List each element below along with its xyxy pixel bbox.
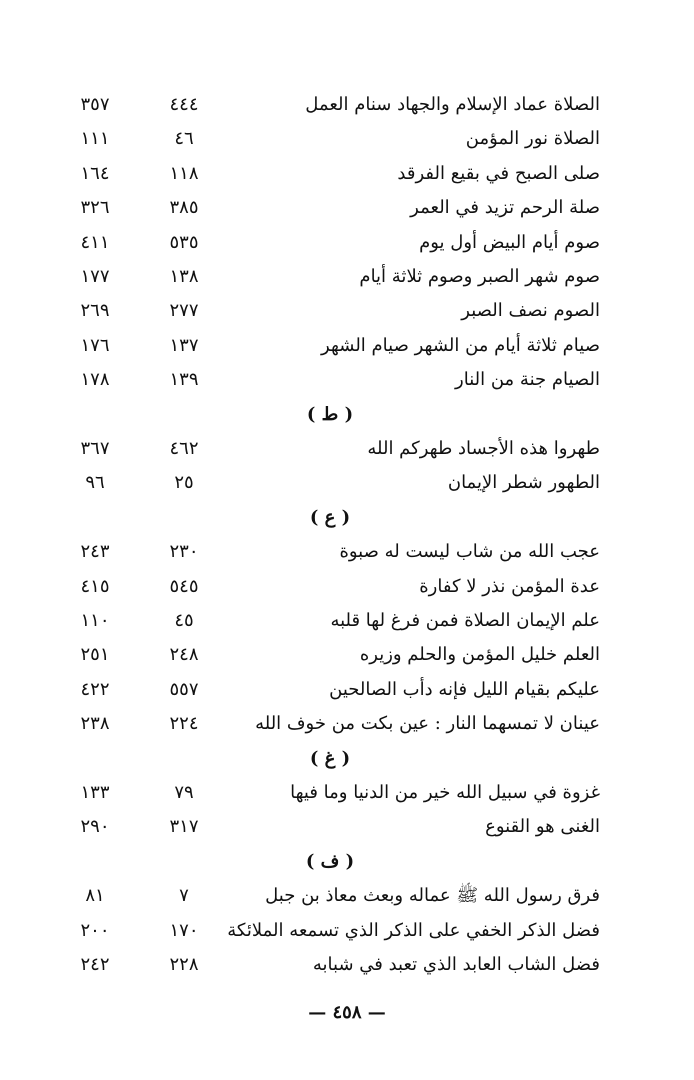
- entry-number: ٣٨٥: [169, 197, 199, 218]
- entry-text: الصلاة نور المؤمن: [465, 128, 600, 149]
- entry-text: صيام ثلاثة أيام من الشهر صيام الشهر: [321, 335, 600, 356]
- entry-text: فرق رسول الله ﷺ عماله وبعث معاذ بن جبل: [265, 885, 600, 906]
- index-entry: [60, 914, 600, 948]
- entry-text: علم الإيمان الصلاة فمن فرغ لها قلبه: [330, 610, 600, 631]
- entry-number: ٤٥: [174, 610, 194, 631]
- index-entry: [60, 260, 600, 294]
- entry-page-number: ٢٥١: [80, 644, 110, 665]
- entry-text: عدة المؤمن نذر لا كفارة: [419, 576, 600, 597]
- entry-text: الصيام جنة من النار: [455, 369, 600, 390]
- index-entry: [60, 707, 600, 741]
- entry-text: فضل الذكر الخفي على الذكر الذي تسمعه الملائكة: [227, 920, 600, 941]
- index-entry: [60, 535, 600, 569]
- entry-number: ٧٩: [174, 782, 194, 803]
- entry-page-number: ١٦٤: [80, 163, 110, 184]
- index-entry: [60, 948, 600, 982]
- index-entry: [60, 191, 600, 225]
- entry-page-number: ٤١١: [80, 232, 110, 253]
- entry-number: ٧: [179, 885, 189, 906]
- entry-text: صوم شهر الصبر وصوم ثلاثة أيام: [359, 266, 600, 287]
- index-entry: [60, 157, 600, 191]
- index-entry: [60, 638, 600, 672]
- entry-text: غزوة في سبيل الله خير من الدنيا وما فيها: [290, 782, 600, 803]
- entry-page-number: ٨١: [85, 885, 105, 906]
- entry-text: صلة الرحم تزيد في العمر: [410, 197, 600, 218]
- index-entry: [60, 466, 600, 500]
- entry-text: صوم أيام البيض أول يوم: [419, 232, 600, 253]
- entry-page-number: ٣٥٧: [80, 94, 110, 115]
- entry-page-number: ١٧٨: [80, 369, 110, 390]
- entry-page-number: ٢٤٢: [80, 954, 110, 975]
- page-number: — ٤٥٨ —: [308, 1002, 386, 1023]
- index-entry: [60, 432, 600, 466]
- index-entry: [60, 570, 600, 604]
- entry-page-number: ٢٣٨: [80, 713, 110, 734]
- entry-text: عليكم بقيام الليل فإنه دأب الصالحين: [329, 679, 600, 700]
- section-letter-heading: ( ط ): [306, 404, 354, 425]
- entry-number: ٥٣٥: [169, 232, 199, 253]
- entry-number: ١٣٩: [169, 369, 199, 390]
- index-entry: [60, 122, 600, 156]
- index-entry: [60, 604, 600, 638]
- entry-number: ٢٧٧: [169, 300, 199, 321]
- index-entry: [60, 294, 600, 328]
- index-entry: [60, 226, 600, 260]
- entry-number: ٣١٧: [169, 816, 199, 837]
- entry-text: الصلاة عماد الإسلام والجهاد سنام العمل: [305, 94, 600, 115]
- entry-page-number: ٤٢٢: [80, 679, 110, 700]
- entry-page-number: ٣٢٦: [80, 197, 110, 218]
- entry-page-number: ٢٤٣: [80, 541, 110, 562]
- entry-text: العلم خليل المؤمن والحلم وزيره: [359, 644, 600, 665]
- entry-text: طهروا هذه الأجساد طهركم الله: [367, 438, 600, 459]
- entry-number: ٤٤٤: [169, 94, 199, 115]
- entry-text: عينان لا تمسهما النار : عين بكت من خوف الله: [255, 713, 600, 734]
- index-entry: [60, 673, 600, 707]
- index-entry: [60, 88, 600, 122]
- entry-text: الصوم نصف الصبر: [461, 300, 600, 321]
- entry-page-number: ١٣٣: [80, 782, 110, 803]
- entry-number: ٥٤٥: [169, 576, 199, 597]
- entry-number: ١٣٨: [169, 266, 199, 287]
- entry-text: صلى الصبح في بقيع الفرقد: [397, 163, 600, 184]
- entry-number: ٢٢٨: [169, 954, 199, 975]
- section-letter-heading: ( ع ): [309, 507, 351, 528]
- entry-page-number: ٣٦٧: [80, 438, 110, 459]
- entry-page-number: ٢٠٠: [80, 920, 110, 941]
- index-entry: [60, 363, 600, 397]
- entry-number: ١١٨: [169, 163, 199, 184]
- section-letter-heading: ( ف ): [305, 851, 355, 872]
- entry-page-number: ٤١٥: [80, 576, 110, 597]
- entry-number: ١٧٠: [169, 920, 199, 941]
- entry-number: ٢٥: [174, 472, 194, 493]
- entry-page-number: ٢٦٩: [80, 300, 110, 321]
- entry-number: ٢٤٨: [169, 644, 199, 665]
- entry-number: ٥٥٧: [169, 679, 199, 700]
- entry-text: الغنى هو القنوع: [485, 816, 600, 837]
- entry-page-number: ٢٩٠: [80, 816, 110, 837]
- section-letter-heading: ( غ ): [309, 748, 351, 769]
- entry-text: الطهور شطر الإيمان: [447, 472, 600, 493]
- entry-text: فضل الشاب العابد الذي تعبد في شبابه: [312, 954, 600, 975]
- index-entry: [60, 879, 600, 913]
- entry-page-number: ١١١: [80, 128, 110, 149]
- index-entry: [60, 810, 600, 844]
- entry-number: ٤٦: [174, 128, 194, 149]
- entry-page-number: ١٧٦: [80, 335, 110, 356]
- entry-page-number: ١١٠: [80, 610, 110, 631]
- entry-number: ٢٢٤: [169, 713, 199, 734]
- entry-text: عجب الله من شاب ليست له صبوة: [339, 541, 600, 562]
- entry-number: ١٣٧: [169, 335, 199, 356]
- entry-page-number: ١٧٧: [80, 266, 110, 287]
- entry-page-number: ٩٦: [85, 472, 105, 493]
- index-entry: [60, 329, 600, 363]
- entry-number: ٢٣٠: [169, 541, 199, 562]
- entry-number: ٤٦٢: [169, 438, 199, 459]
- index-entry: [60, 776, 600, 810]
